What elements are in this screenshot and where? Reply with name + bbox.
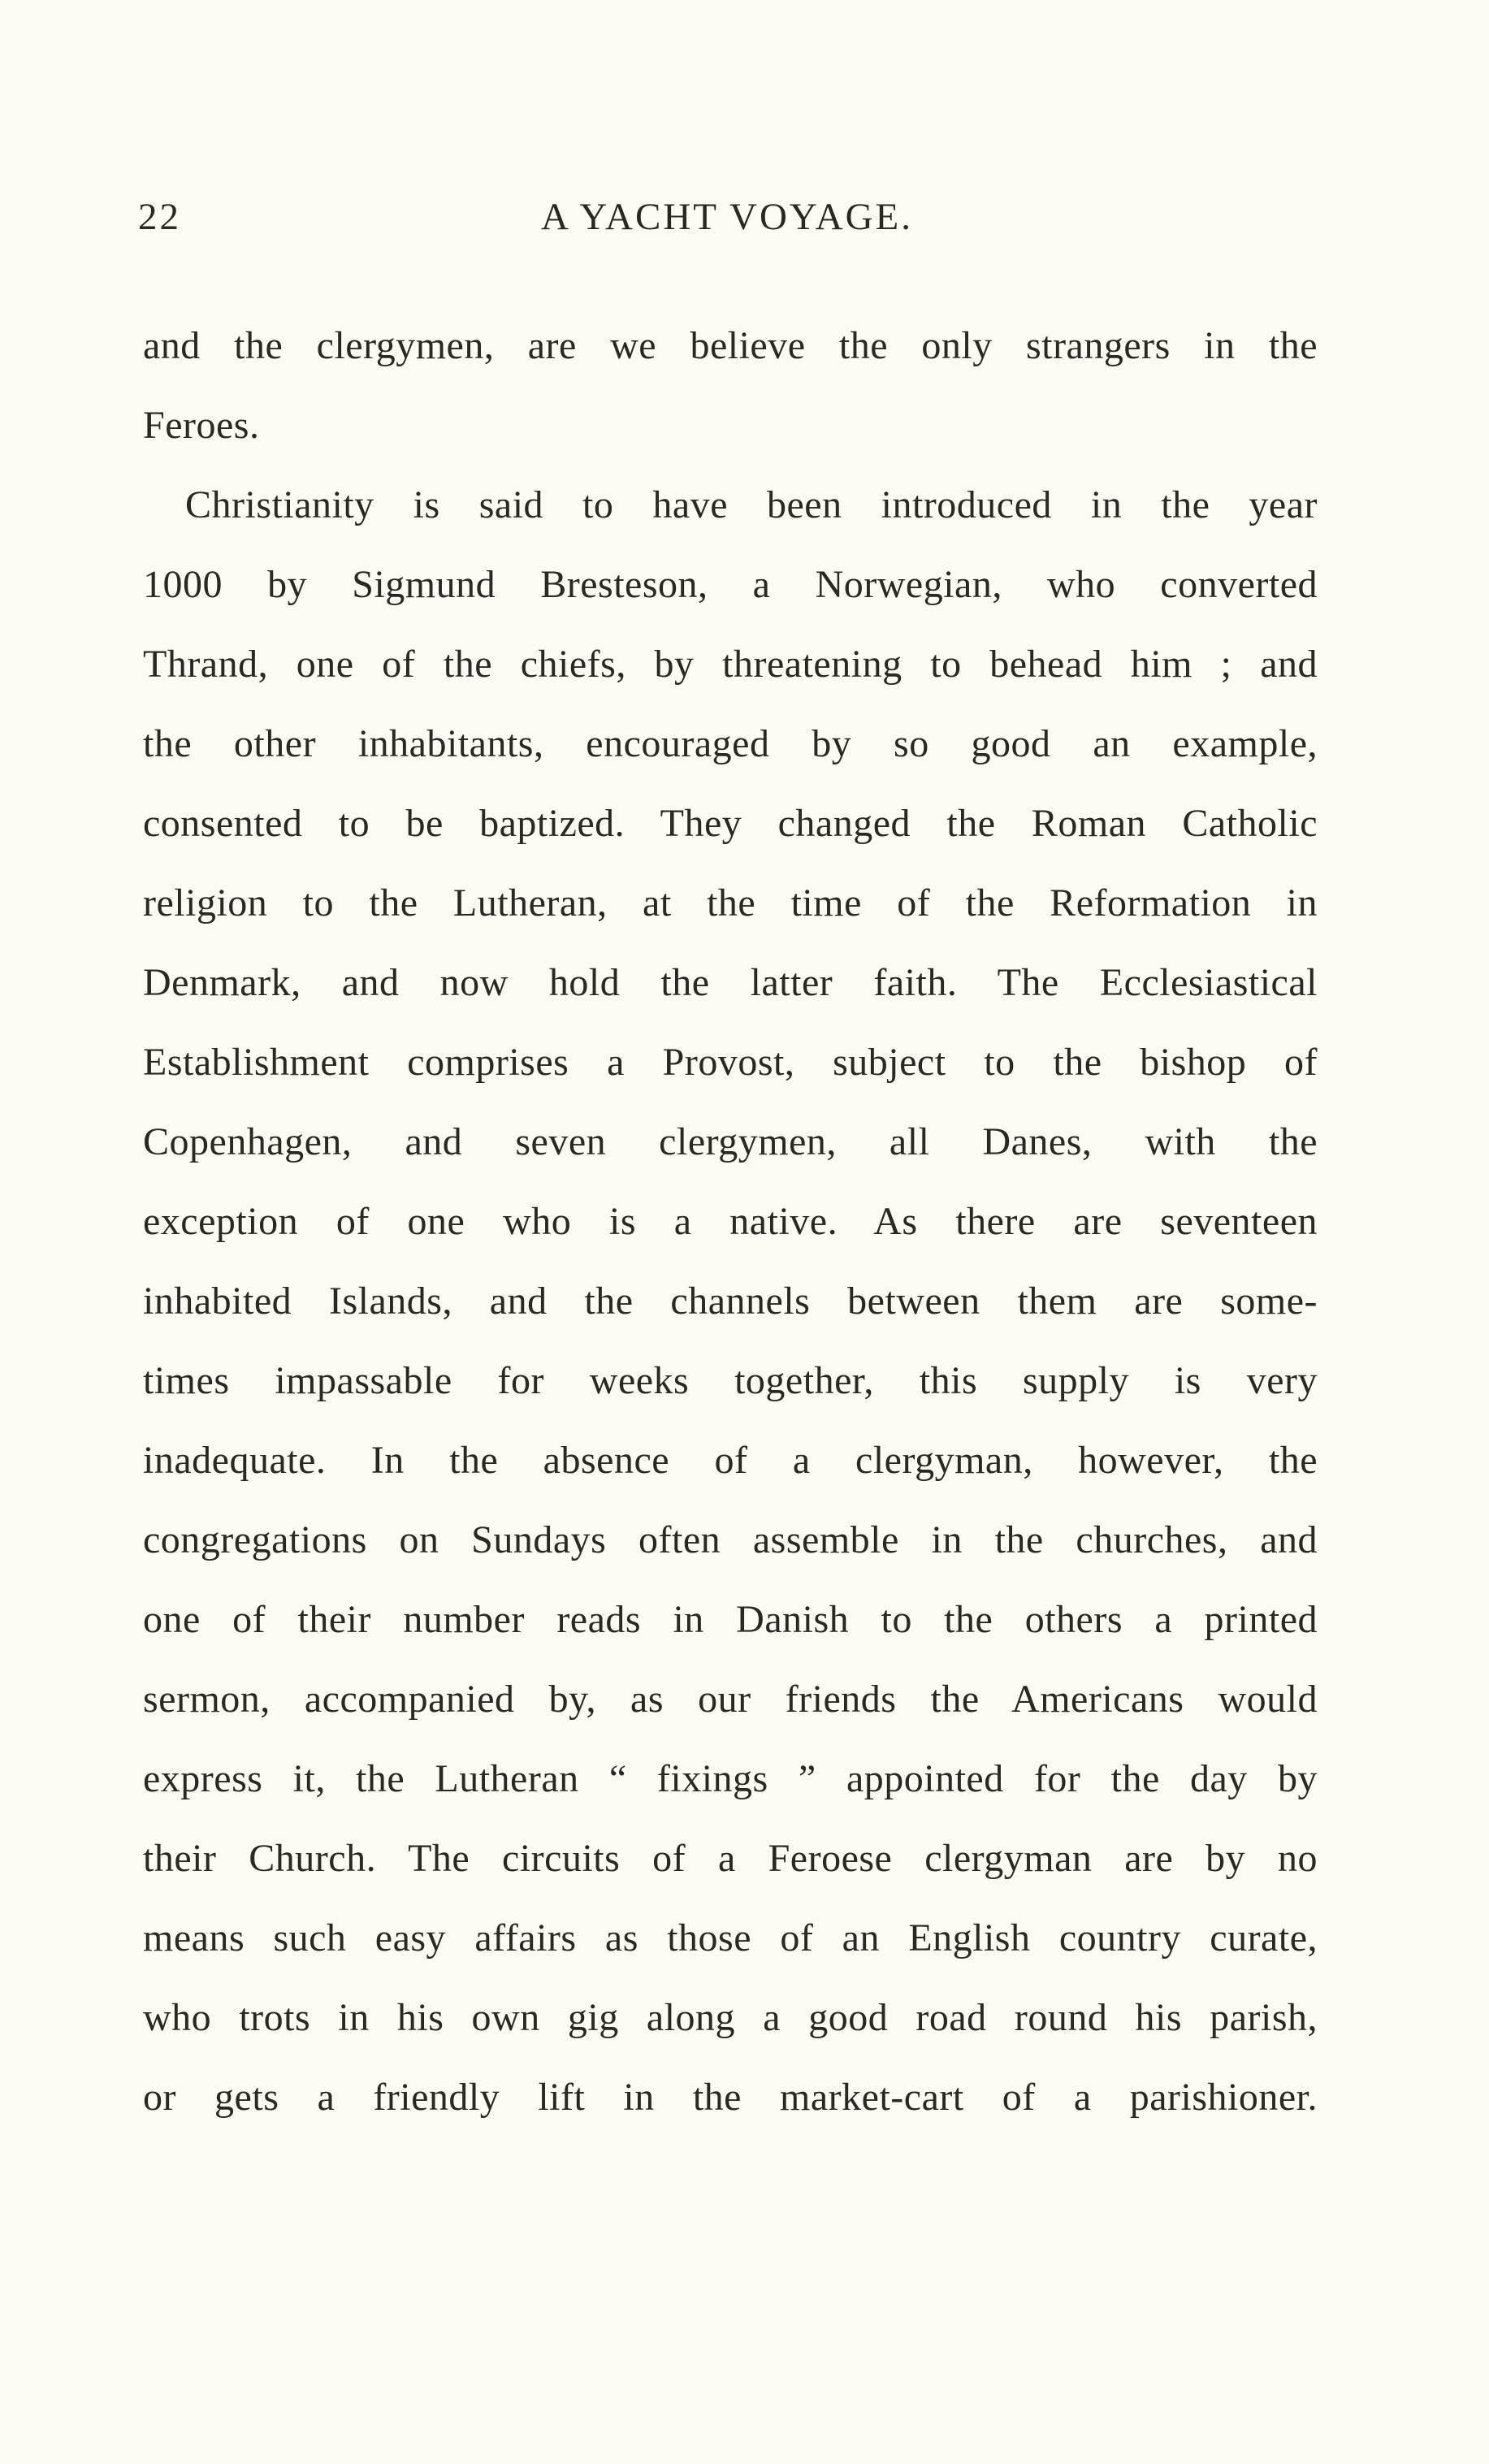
text-line: Feroes. — [143, 404, 260, 447]
text-line: who trots in his own gig along a good road round his parish, — [143, 1996, 1318, 2039]
text-line: inhabited Islands, and the channels between them are some- — [143, 1280, 1318, 1323]
text-line: Christianity is said to have been introduced in the year — [185, 483, 1318, 526]
text-line: and the clergymen, are we believe the only strangers in the — [143, 324, 1318, 367]
text-line: times impassable for weeks together, this supply is very — [143, 1359, 1318, 1402]
page-number: 22 — [138, 196, 181, 238]
page-header — [138, 195, 1316, 252]
text-line: 1000 by Sigmund Bresteson, a Norwegian, who converted — [143, 563, 1318, 606]
text-line: or gets a friendly lift in the market-cart of a parishioner. — [143, 2076, 1318, 2119]
text-line: Copenhagen, and seven clergymen, all Danes, with the — [143, 1120, 1318, 1163]
text-line: Thrand, one of the chiefs, by threatening to behead him ; and — [143, 643, 1318, 686]
text-line: means such easy affairs as those of an English country curate, — [143, 1916, 1318, 1960]
running-head: A YACHT VOYAGE. — [540, 196, 914, 238]
text-line: inadequate. In the absence of a clergyman, however, the — [143, 1439, 1318, 1482]
text-line: congregations on Sundays often assemble in the churches, and — [143, 1518, 1318, 1561]
text-line: express it, the Lutheran “ fixings ” appointed for the day by — [143, 1757, 1318, 1800]
text-line: one of their number reads in Danish to the others a printed — [143, 1598, 1318, 1641]
text-line: exception of one who is a native. As there are seventeen — [143, 1200, 1318, 1243]
text-line: sermon, accompanied by, as our friends the Americans would — [143, 1678, 1318, 1721]
text-line: the other inhabitants, encouraged by so good an example, — [143, 722, 1318, 765]
text-line: consented to be baptized. They changed the Roman Catholic — [143, 802, 1318, 845]
text-line: Establishment comprises a Provost, subject to the bishop of — [143, 1041, 1318, 1084]
text-line: their Church. The circuits of a Feroese clergyman are by no — [143, 1837, 1318, 1880]
text-line: Denmark, and now hold the latter faith. The Ecclesiastical — [143, 961, 1318, 1004]
body-text — [143, 306, 1318, 2137]
text-line: religion to the Lutheran, at the time of the Reformation in — [143, 881, 1318, 925]
